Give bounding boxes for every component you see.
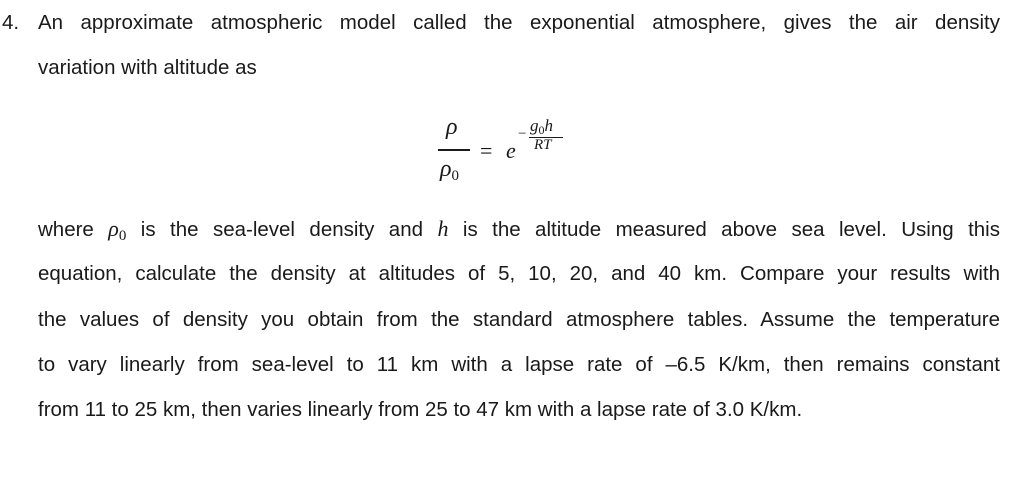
exponent-g-subscript: 0 bbox=[538, 123, 545, 137]
body-line-2: equation, calculate the density at altitudes of 5, 10, 20, and 40 km. Compare your results with bbox=[38, 262, 1000, 285]
equation-rho0 bbox=[440, 156, 459, 183]
problem-number: 4. bbox=[2, 11, 20, 34]
body-h: h bbox=[437, 216, 449, 241]
fraction-bar bbox=[438, 149, 470, 151]
density-equation bbox=[432, 112, 592, 192]
body-line-1-c: is the altitude measured above sea level. Using this bbox=[462, 218, 1000, 241]
body-line-4: to vary linearly from sea-level to 11 km with a lapse rate of –6.5 K/km, then remains constant bbox=[38, 353, 1000, 376]
equation-rho0-subscript: 0 bbox=[451, 168, 460, 184]
exponent-minus: − bbox=[518, 126, 527, 142]
body-rho0-symbol: ρ bbox=[108, 216, 119, 241]
equation-rho0-symbol: ρ bbox=[440, 156, 452, 182]
body-line-1-b: is the sea-level density and bbox=[140, 218, 424, 241]
body-line-5: from 11 to 25 km, then varies linearly from 25 to 47 km with a lapse rate of 3.0 K/km. bbox=[38, 398, 803, 421]
exponential-base: e bbox=[506, 138, 516, 163]
body-line-1 bbox=[38, 216, 1000, 245]
exponent-g: g bbox=[530, 116, 539, 135]
exponent-numerator bbox=[530, 116, 553, 136]
exponent-h: h bbox=[544, 116, 553, 135]
equals-sign: = bbox=[480, 138, 493, 163]
body-rho0-subscript: 0 bbox=[118, 228, 127, 244]
equation-rho: ρ bbox=[446, 114, 458, 140]
body-line-1-a: where bbox=[38, 218, 94, 241]
body-line-3: the values of density you obtain from the standard atmosphere tables. Assume the temperature bbox=[38, 308, 1000, 331]
intro-line-2: variation with altitude as bbox=[38, 56, 257, 79]
intro-line-1: An approximate atmospheric model called the exponential atmosphere, gives the air density bbox=[38, 11, 1000, 34]
exponent-denominator: RT bbox=[534, 137, 552, 153]
body-rho0 bbox=[108, 216, 127, 244]
